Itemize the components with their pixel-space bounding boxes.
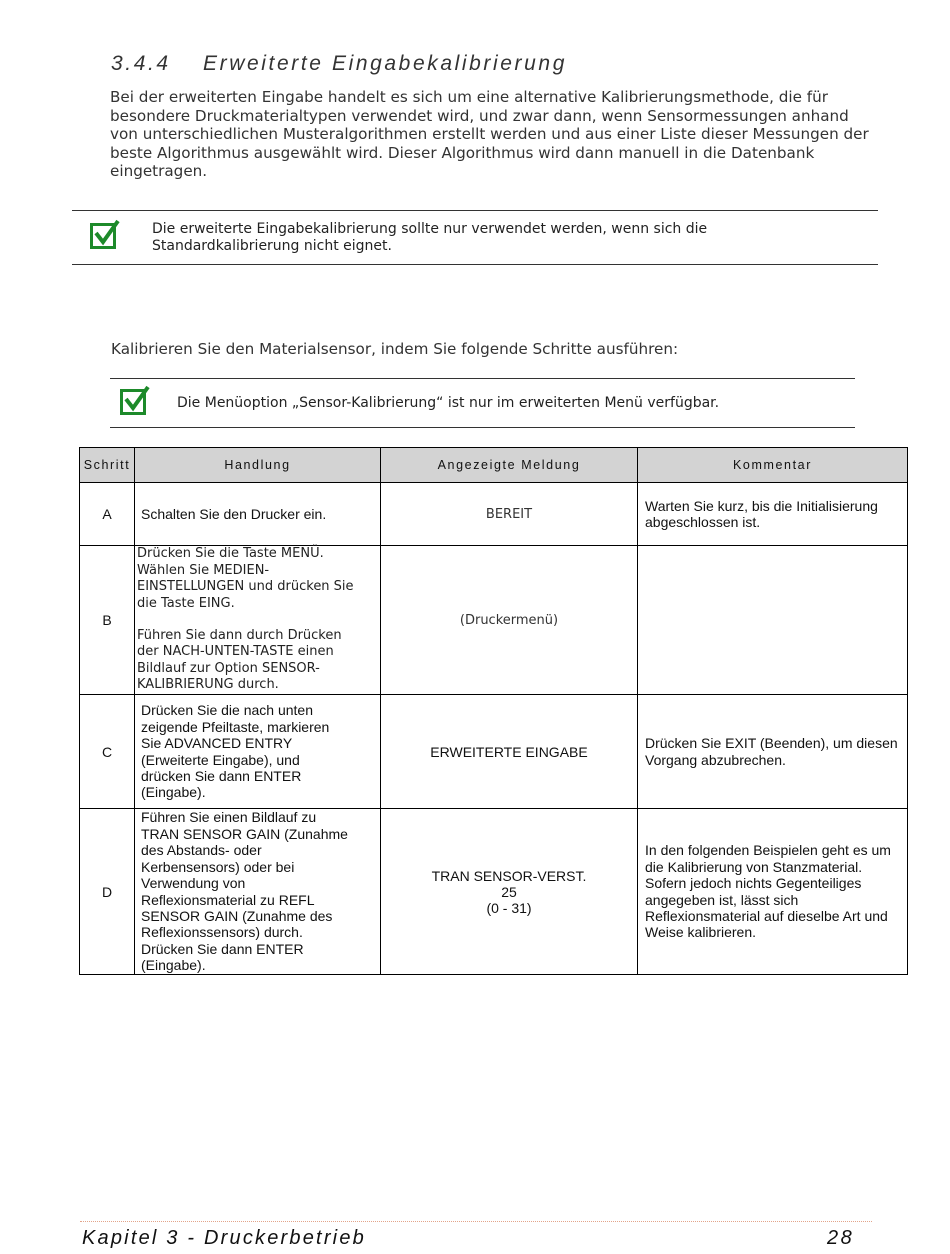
table-row (80, 695, 908, 809)
message-cell (381, 809, 638, 975)
header-action: Handlung (135, 448, 381, 483)
action-line: Sie ADVANCED ENTRY (141, 735, 293, 752)
action-line: Drücken Sie dann ENTER (141, 940, 304, 957)
comment-cell: Warten Sie kurz, bis die Initialisierung abgeschlossen ist. (638, 483, 908, 546)
message-cell: BEREIT (381, 483, 638, 546)
step-cell: B (80, 546, 135, 695)
action-line: Bildlauf zur Option SENSOR- (137, 660, 320, 676)
comment-cell (638, 546, 908, 695)
note-box-1 (72, 210, 878, 265)
action-line: Wählen Sie MEDIEN- (137, 562, 270, 578)
footer-chapter: Kapitel 3 - Druckerbetrieb (82, 1227, 366, 1249)
message-line: 25 (501, 883, 517, 900)
action-line: der NACH-UNTEN-TASTE einen (137, 644, 334, 660)
step-cell: C (80, 695, 135, 809)
note-text-1: Die erweiterte Eingabekalibrierung sollte nur verwendet werden, wenn sich die Standardkalibrierung nicht eignet. (152, 221, 708, 254)
action-line: KALIBRIERUNG durch. (137, 677, 279, 693)
header-message: Angezeigte Meldung (381, 448, 638, 483)
footer-page-number: 28 (827, 1227, 855, 1249)
table-row (80, 809, 908, 975)
action-line: SENSOR GAIN (Zunahme des (141, 907, 333, 924)
checkmark-icon (90, 223, 116, 249)
action-cell (135, 695, 381, 809)
action-cell (135, 546, 381, 695)
message-line: TRAN SENSOR-VERST. (431, 867, 587, 884)
line-gap (137, 612, 380, 628)
header-comment: Kommentar (638, 448, 908, 483)
step-cell: A (80, 483, 135, 546)
action-line: Führen Sie dann durch Drücken (137, 628, 342, 643)
action-line: Reflexionssensors) durch. (141, 924, 303, 941)
footer-divider (80, 1221, 872, 1222)
calibration-steps-table (79, 447, 908, 975)
action-cell: Schalten Sie den Drucker ein. (135, 483, 381, 546)
note-box-2 (110, 378, 855, 428)
action-line: zeigende Pfeiltaste, markieren (141, 718, 330, 735)
steps-lead-text: Kalibrieren Sie den Materialsensor, indem Sie folgende Schritte ausführen: (111, 340, 679, 358)
section-heading (111, 52, 567, 76)
comment-cell: Drücken Sie EXIT (Beenden), um diesen Vorgang abzubrechen. (638, 695, 908, 809)
table-row (80, 483, 908, 546)
step-cell: D (80, 809, 135, 975)
comment-cell: In den folgenden Beispielen geht es um die Kalibrierung von Stanzmaterial. Sofern jedoch nichts Gegenteiliges angegeben ist, lässt sich Reflexionsmaterial auf dieselbe Art und Weise kalibrieren. (638, 809, 908, 975)
action-line: Kerbensensors) oder bei (141, 858, 295, 875)
action-line: (Erweiterte Eingabe), und (141, 751, 300, 768)
action-line: des Abstands- oder (141, 842, 262, 859)
action-line: drücken Sie dann ENTER (141, 767, 302, 784)
table-header-row (80, 448, 908, 483)
action-cell (135, 809, 381, 975)
section-title: Erweiterte Eingabekalibrierung (203, 52, 567, 75)
message-line: (0 - 31) (486, 899, 532, 916)
action-line: Drücken Sie die Taste MENÜ. (137, 546, 324, 562)
header-step: Schritt (80, 448, 135, 483)
action-line: Verwendung von (141, 875, 246, 892)
action-line: Drücken Sie die nach unten (141, 702, 313, 719)
action-line: Reflexionsmaterial zu REFL (141, 891, 315, 908)
action-line: EINSTELLUNGEN und drücken Sie (137, 579, 354, 595)
checkmark-icon (120, 389, 146, 415)
message-cell: ERWEITERTE EINGABE (381, 695, 638, 809)
intro-paragraph: Bei der erweiterten Eingabe handelt es sich um eine alternative Kalibrierungsmethode, die für besondere Druckmaterialtypen verwendet wird, und zwar dann, wenn Sensormessungen anhand von unterschiedlichen Musteralgorithmen erstellt werden und aus einer Liste dieser Messungen der beste Algorithmus ausgewählt wird. Dieser Algorithmus wird dann manuell in die Datenbank eingetragen. (110, 88, 869, 181)
message-cell: (Druckermenü) (381, 546, 638, 695)
action-line: Führen Sie einen Bildlauf zu (141, 809, 317, 826)
action-line: (Eingabe). (141, 784, 206, 801)
section-number: 3.4.4 (111, 52, 171, 75)
table-row (80, 546, 908, 695)
note-text-2: Die Menüoption „Sensor-Kalibrierung“ ist nur im erweiterten Menü verfügbar. (177, 395, 720, 411)
action-line: TRAN SENSOR GAIN (Zunahme (141, 825, 348, 842)
action-line: (Eingabe). (141, 957, 206, 974)
action-line: die Taste EING. (137, 595, 235, 611)
